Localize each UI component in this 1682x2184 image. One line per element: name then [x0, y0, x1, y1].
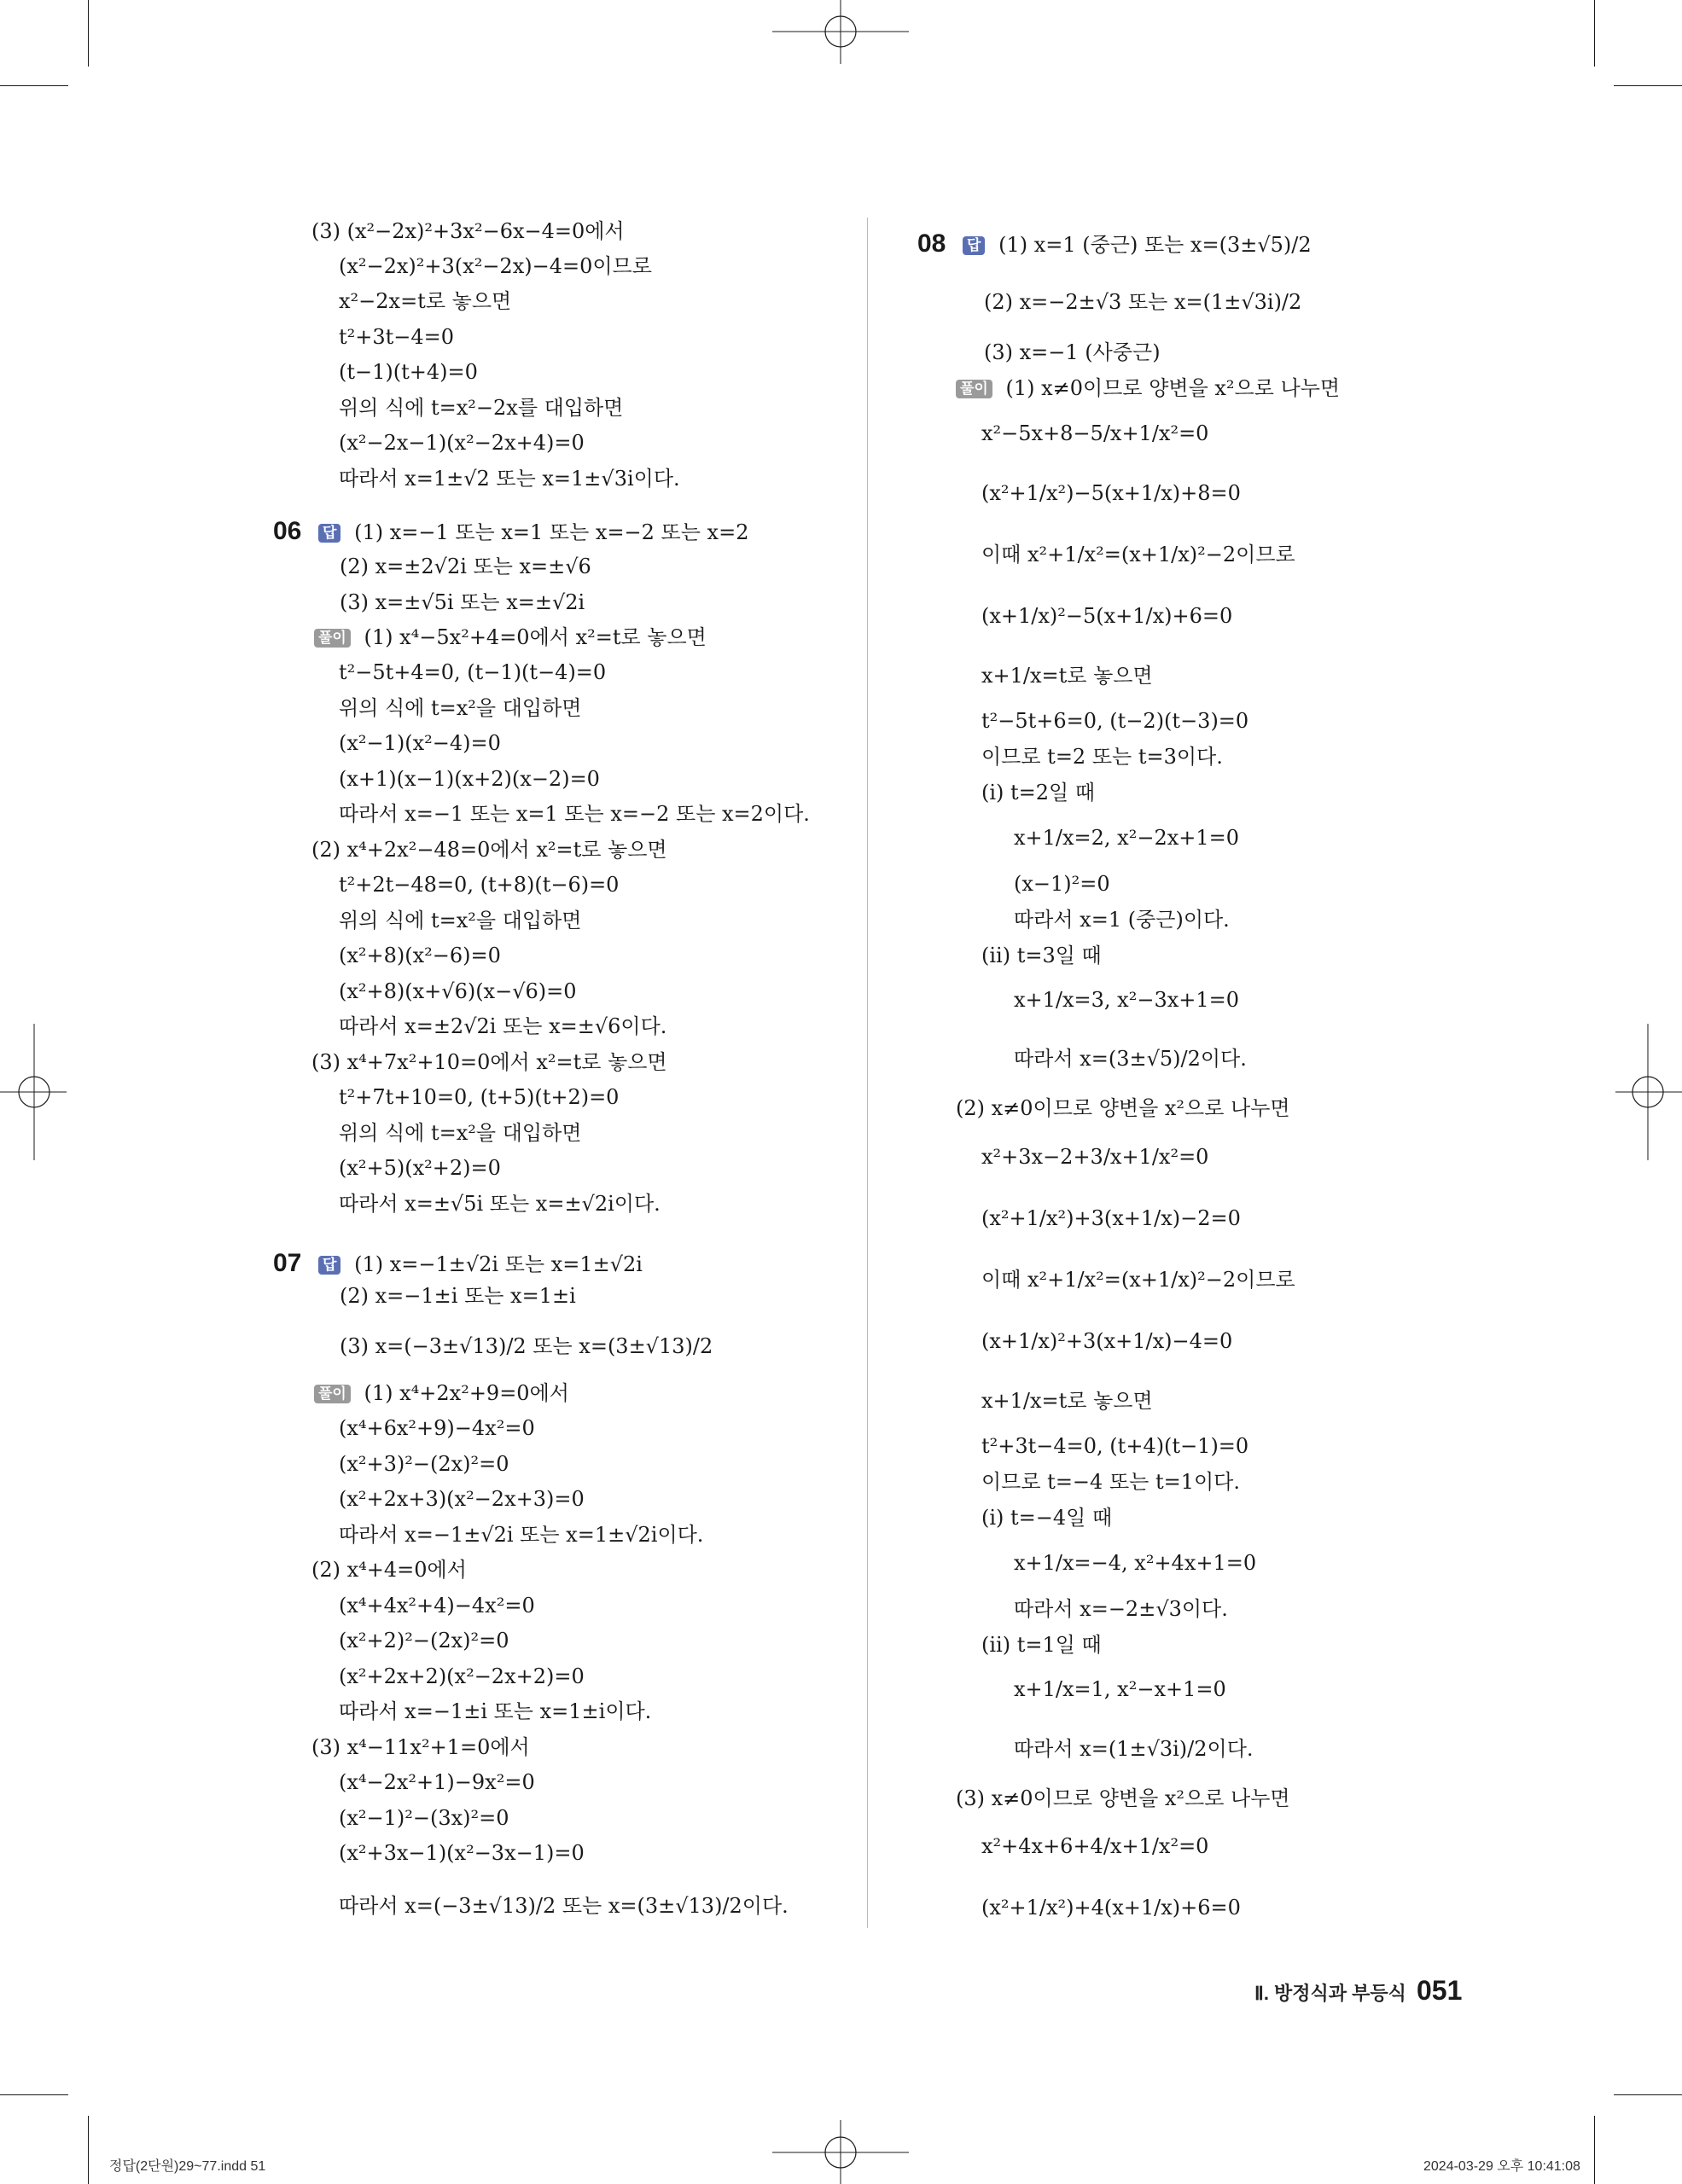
solution-header: 풀이 (1) x⁴−5x²+4=0에서 x²=t로 놓으면 — [314, 624, 707, 651]
problem-number: 07 — [273, 1249, 302, 1277]
solution-line: x+1/x=t로 놓으면 — [981, 664, 1153, 688]
solution-line: (x²−2x−1)(x²−2x+4)=0 — [339, 431, 585, 455]
solution-line: (x²+1/x²)+4(x+1/x)+6=0 — [981, 1896, 1241, 1920]
solution-line: (x+1/x)²−5(x+1/x)+6=0 — [981, 604, 1233, 628]
solution-line: 따라서 x=−1±√2i 또는 x=1±√2i이다. — [339, 1523, 704, 1547]
solution-line: 이때 x²+1/x²=(x+1/x)²−2이므로 — [981, 1268, 1295, 1292]
solution-line: (3) x=−1 (사중근) — [984, 340, 1161, 364]
solution-line: (t−1)(t+4)=0 — [339, 360, 478, 384]
solution-line: x²+3x−2+3/x+1/x²=0 — [981, 1145, 1209, 1169]
solution-line: t²+3t−4=0 — [339, 325, 455, 349]
solution-line: (x²+2x+2)(x²−2x+2)=0 — [339, 1664, 585, 1688]
registration-mark-bottom — [772, 2116, 909, 2184]
solution-line: (x⁴−2x²+1)−9x²=0 — [339, 1770, 535, 1794]
solution-line: (x²+2x+3)(x²−2x+3)=0 — [339, 1487, 585, 1511]
solution-line: x+1/x=1, x²−x+1=0 — [1014, 1677, 1226, 1701]
solution-line: 따라서 x=−1 또는 x=1 또는 x=−2 또는 x=2이다. — [339, 802, 810, 826]
problem-06-answer: 06 답 (1) x=−1 또는 x=1 또는 x=−2 또는 x=2 — [273, 517, 749, 545]
timestamp: 2024-03-29 오후 10:41:08 — [1423, 2159, 1580, 2174]
solution-line: (x⁴+4x²+4)−4x²=0 — [339, 1594, 535, 1618]
solution-line: (x²+3)²−(2x)²=0 — [339, 1452, 509, 1476]
solution-line: 위의 식에 t=x²을 대입하면 — [339, 909, 582, 932]
solution-line: 따라서 x=±2√2i 또는 x=±√6이다. — [339, 1014, 667, 1038]
problem-08-answer: 08 답 (1) x=1 (중근) 또는 x=(3±√5)/2 — [917, 229, 1312, 258]
solution-line: (x²+8)(x+√6)(x−√6)=0 — [339, 979, 577, 1003]
solution-line: 따라서 x=1 (중근)이다. — [1014, 908, 1230, 932]
solution-line: (x−1)²=0 — [1014, 872, 1110, 896]
solution-line: 따라서 x=±√5i 또는 x=±√2i이다. — [339, 1192, 661, 1216]
solution-line: 위의 식에 t=x²을 대입하면 — [339, 1121, 582, 1145]
solution-line: (2) x=−2±√3 또는 x=(1±√3i)/2 — [984, 290, 1302, 314]
solution-line: (x²−1)(x²−4)=0 — [339, 731, 501, 755]
answer-tag: 답 — [318, 1256, 340, 1275]
solution-line: 따라서 x=−2±√3이다. — [1014, 1597, 1228, 1621]
solution-line: (x⁴+6x²+9)−4x²=0 — [339, 1416, 535, 1440]
solution-line: (x+1/x)²+3(x+1/x)−4=0 — [981, 1329, 1233, 1353]
solution-line: x+1/x=t로 놓으면 — [981, 1389, 1153, 1413]
file-info: 정답(2단원)29~77.indd 51 — [109, 2159, 266, 2174]
solution-line: x²−2x=t로 놓으면 — [339, 289, 512, 313]
solution-line: (3) x=±√5i 또는 x=±√2i — [340, 590, 585, 614]
solution-line: (ⅰ) t=2일 때 — [981, 781, 1096, 804]
registration-mark-right — [1614, 1024, 1682, 1160]
solution-line: 따라서 x=(3±√5)/2이다. — [1014, 1047, 1247, 1071]
solution-line: (x²+3x−1)(x²−3x−1)=0 — [339, 1841, 585, 1865]
solution-line: (2) x⁴+2x²−48=0에서 x²=t로 놓으면 — [311, 838, 667, 862]
solution-line: (x²+1/x²)−5(x+1/x)+8=0 — [981, 481, 1241, 505]
solution-line: x+1/x=−4, x²+4x+1=0 — [1014, 1551, 1257, 1575]
solution-line: x²+4x+6+4/x+1/x²=0 — [981, 1834, 1209, 1858]
answer-tag: 답 — [318, 524, 340, 543]
solution-line: x²−5x+8−5/x+1/x²=0 — [981, 421, 1209, 445]
solution-line: (2) x⁴+4=0에서 — [311, 1558, 467, 1582]
solution-line: x+1/x=3, x²−3x+1=0 — [1014, 988, 1239, 1012]
solution-line: (2) x=±2√2i 또는 x=±√6 — [340, 555, 591, 578]
solution-line: (x²+8)(x²−6)=0 — [339, 944, 501, 967]
registration-mark-top — [772, 0, 909, 68]
solution-header: 풀이 (1) x⁴+2x²+9=0에서 — [314, 1380, 569, 1407]
solution-tag: 풀이 — [314, 629, 351, 648]
solution-line: (2) x≠0이므로 양변을 x²으로 나누면 — [956, 1096, 1290, 1120]
solution-line: (ⅱ) t=3일 때 — [981, 944, 1102, 967]
solution-line: (x+1)(x−1)(x+2)(x−2)=0 — [339, 767, 600, 791]
solution-line: (ⅱ) t=1일 때 — [981, 1633, 1102, 1657]
solution-header: 풀이 (1) x≠0이므로 양변을 x²으로 나누면 — [956, 375, 1340, 402]
solution-line: t²+3t−4=0, (t+4)(t−1)=0 — [981, 1434, 1249, 1458]
solution-line: (x²−2x)²+3(x²−2x)−4=0이므로 — [339, 254, 652, 278]
solution-line: t²−5t+4=0, (t−1)(t−4)=0 — [339, 660, 607, 684]
solution-line: 따라서 x=1±√2 또는 x=1±√3i이다. — [339, 467, 680, 491]
solution-line: (3) (x²−2x)²+3x²−6x−4=0에서 — [311, 219, 625, 243]
solution-line: 이때 x²+1/x²=(x+1/x)²−2이므로 — [981, 543, 1295, 566]
problem-07-answer: 07 답 (1) x=−1±√2i 또는 x=1±√2i — [273, 1249, 643, 1277]
solution-line: (3) x=(−3±√13)/2 또는 x=(3±√13)/2 — [340, 1334, 713, 1358]
page-number: 051 — [1417, 1975, 1463, 2006]
solution-line: (ⅰ) t=−4일 때 — [981, 1506, 1113, 1530]
solution-line: 위의 식에 t=x²을 대입하면 — [339, 696, 582, 720]
registration-mark-left — [0, 1024, 68, 1160]
solution-line: 따라서 x=(1±√3i)/2이다. — [1014, 1737, 1254, 1761]
solution-line: x+1/x=2, x²−2x+1=0 — [1014, 826, 1239, 850]
solution-line: 따라서 x=−1±i 또는 x=1±i이다. — [339, 1699, 652, 1723]
section-title: Ⅱ. 방정식과 부등식 — [1254, 1983, 1406, 2004]
solution-tag: 풀이 — [314, 1385, 351, 1403]
column-divider — [867, 218, 868, 1928]
solution-line: (x²+2)²−(2x)²=0 — [339, 1629, 509, 1653]
solution-line: (3) x⁴+7x²+10=0에서 x²=t로 놓으면 — [311, 1050, 667, 1074]
solution-line: (2) x=−1±i 또는 x=1±i — [340, 1284, 576, 1308]
solution-line: t²+2t−48=0, (t+8)(t−6)=0 — [339, 873, 620, 897]
solution-line: 이므로 t=2 또는 t=3이다. — [981, 745, 1223, 769]
solution-line: 이므로 t=−4 또는 t=1이다. — [981, 1470, 1240, 1494]
solution-line: (3) x≠0이므로 양변을 x²으로 나누면 — [956, 1786, 1290, 1810]
problem-number: 08 — [917, 229, 946, 258]
solution-tag: 풀이 — [956, 380, 992, 398]
solution-line: t²−5t+6=0, (t−2)(t−3)=0 — [981, 709, 1249, 733]
solution-line: 위의 식에 t=x²−2x를 대입하면 — [339, 396, 624, 420]
solution-line: t²+7t+10=0, (t+5)(t+2)=0 — [339, 1085, 620, 1109]
solution-line: (x²+1/x²)+3(x+1/x)−2=0 — [981, 1206, 1241, 1230]
problem-number: 06 — [273, 517, 302, 545]
solution-line: (3) x⁴−11x²+1=0에서 — [311, 1735, 530, 1759]
answer-tag: 답 — [963, 236, 985, 255]
solution-line: (x²−1)²−(3x)²=0 — [339, 1806, 509, 1830]
solution-line: 따라서 x=(−3±√13)/2 또는 x=(3±√13)/2이다. — [339, 1894, 789, 1918]
solution-line: (x²+5)(x²+2)=0 — [339, 1156, 501, 1180]
